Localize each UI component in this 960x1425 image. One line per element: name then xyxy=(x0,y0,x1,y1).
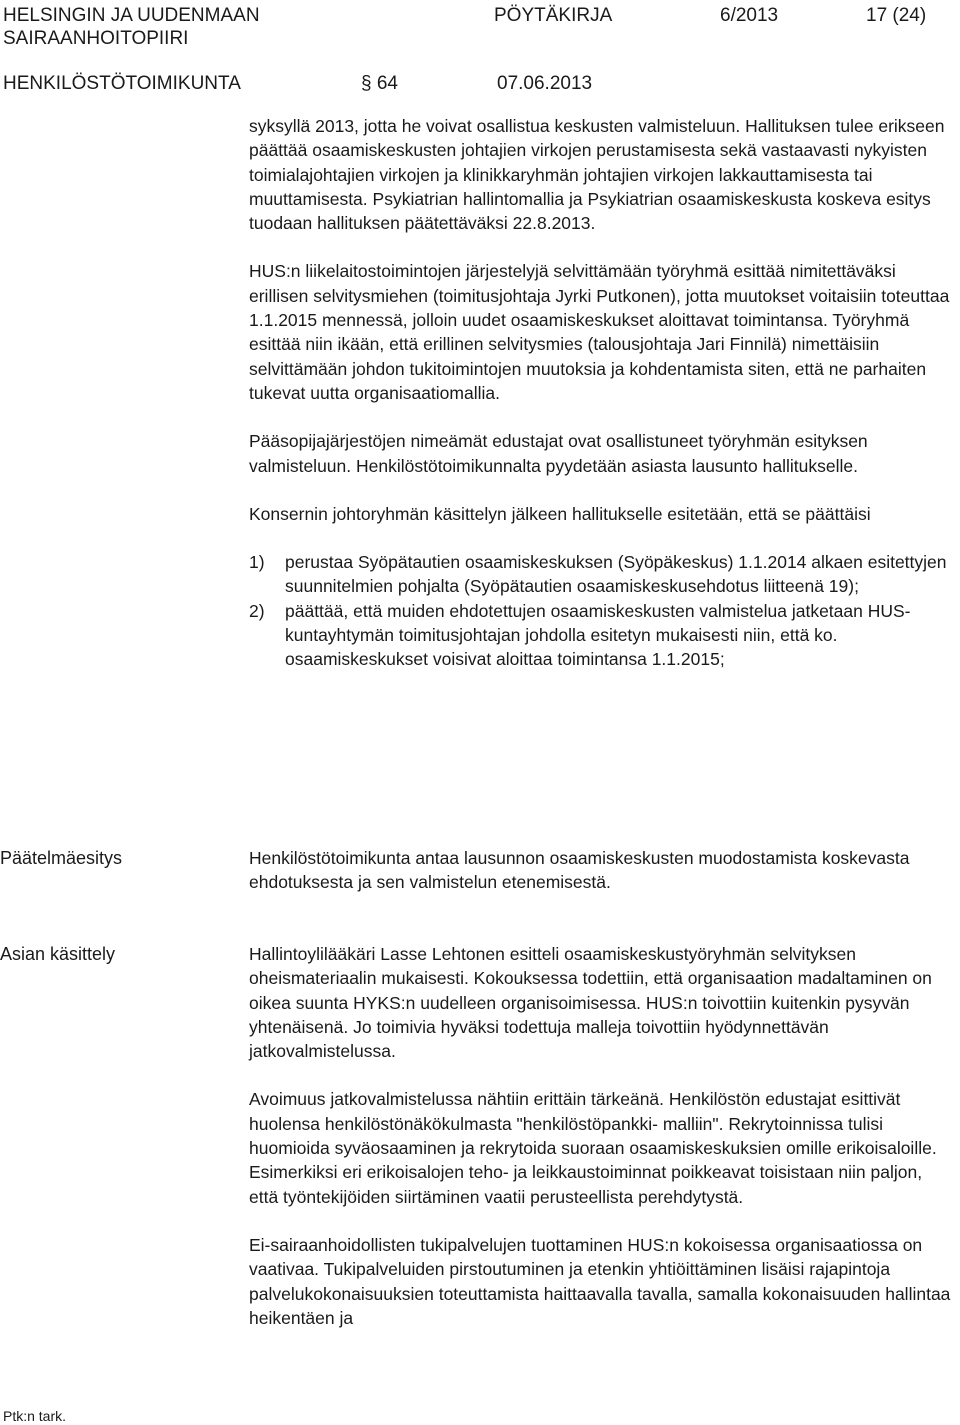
organization-name-line1: HELSINGIN JA UUDENMAAN xyxy=(3,5,260,26)
conclusion-text: Henkilöstötoimikunta antaa lausunnon osaamiskeskusten muodostamista koskevasta ehdotuksesta ja sen valmistelun etenemisestä. xyxy=(249,848,910,893)
committee-name: HENKILÖSTÖTOIMIKUNTA xyxy=(3,73,241,94)
body-paragraph: HUS:n liikelaitostoimintojen järjestelyjä selvittämään työryhmä esittää nimitettäväksi erillisen selvitysmiehen (toimitusjohtaja Jyrki Putkonen), jotta muutokset voitaisiin toteuttaa 1.1.2015 mennessä, jolloin uudet osaamiskeskukset aloittavat toimintansa. Työryhmä esittää niin ikään, että erillinen selvitysmies (talousjohtaja Jari Finnilä) nimettäisiin selvittämään johdon tukitoimintojen muutoksia ja kohdentamista siten, että ne parhaiten tukevat uutta organisaatiomallia. xyxy=(249,261,950,403)
list-item xyxy=(249,599,955,672)
document-type: PÖYTÄKIRJA xyxy=(494,5,613,26)
document-number: 6/2013 xyxy=(720,5,779,26)
section-number: 64 xyxy=(376,73,398,94)
handling-section xyxy=(249,942,955,1330)
body-paragraph: Pääsopijajärjestöjen nimeämät edustajat ovat osallistuneet työryhmän esityksen valmisteluun. Henkilöstötoimikunnalta pyydetään asiasta lausunto hallitukselle. xyxy=(249,431,868,476)
list-item-text: päättää, että muiden ehdotettujen osaamiskeskusten valmistelua jatketaan HUS-kuntayhtymän toimitusjohtajan johdolla esitetyn mukaisesti niin, että ko. osaamiskeskukset voisivat aloittaa toimintansa 1.1.2015; xyxy=(285,600,911,670)
footer-note: Ptk:n tark. xyxy=(3,1408,67,1424)
main-body xyxy=(249,114,955,672)
document-header xyxy=(0,0,960,100)
handling-paragraph: Avoimuus jatkovalmistelussa nähtiin erittäin tärkeänä. Henkilöstön edustajat esittivät huolensa henkilöstönäkökulmasta "henkilöstöpankki- malliin". Rekrytoinnissa tulisi huomioida syväosaaminen ja rekrytoida suoraan osaamiskeskuksien omille erikoisaloille. Esimerkiksi eri erikoisalojen teho- ja leikkaustoiminnat poikkeavat toisistaan niin paljon, että työntekijöiden siirtäminen vaatii perusteellista perehdytystä. xyxy=(249,1089,937,1207)
list-item-number: 2) xyxy=(249,600,265,621)
section-sign: § xyxy=(361,73,372,94)
page-number: 17 (24) xyxy=(866,5,927,26)
body-paragraph: syksyllä 2013, jotta he voivat osallistua keskusten valmisteluun. Hallituksen tulee erikseen päättää osaamiskeskusten johtajien virkojen perustamisesta sekä vastaavasti nykyisten toimialajohtajien virkojen ja klinikkaryhmän johtajien virkojen lakkauttamisesta tai muuttamisesta. Psykiatrian hallintomallia ja Psykiatrian osaamiskeskusta koskeva esitys tuodaan hallituksen päätettäväksi 22.8.2013. xyxy=(249,116,945,234)
meeting-date: 07.06.2013 xyxy=(497,73,593,94)
list-item-number: 1) xyxy=(249,552,265,573)
handling-label: Asian käsittely xyxy=(0,944,116,964)
conclusion-label: Päätelmäesitys xyxy=(0,848,123,868)
handling-paragraph: Hallintoylilääkäri Lasse Lehtonen esitteli osaamiskeskustyöryhmän selvityksen oheismateriaalin mukaisesti. Kokouksessa todettiin, että organisaation madaltaminen on oikea suunta HYKS:n uudelleen organisoimisessa. HUS:n toivottiin kuitenkin pysyvän yhtenäisenä. Jo toimivia hyväksi todettuja malleja toivottiin hyödynnettävän jatkovalmistelussa. xyxy=(249,944,932,1062)
conclusion-section xyxy=(249,846,955,895)
list-item-text: perustaa Syöpätautien osaamiskeskuksen (Syöpäkeskus) 1.1.2014 alkaen esitettyjen suunnitelmien pohjalta (Syöpätautien osaamiskeskusehdotus liitteenä 19); xyxy=(285,552,947,597)
organization-name-line2: SAIRAANHOITOPIIRI xyxy=(3,28,189,49)
list-item xyxy=(249,550,955,599)
section-marker xyxy=(361,72,398,96)
body-paragraph: Konsernin johtoryhmän käsittelyn jälkeen hallitukselle esitetään, että se päättäisi xyxy=(249,503,871,524)
handling-paragraph: Ei-sairaanhoidollisten tukipalvelujen tuottaminen HUS:n kokoisessa organisaatiossa on vaativaa. Tukipalveluiden pirstoutuminen ja etenkin yhtiöittäminen lisäisi rajapintoja palvelukokonaisuuksien toteuttamista haittaavalla tavalla, samalla kokonaisuuden hallintaa heikentäen ja xyxy=(249,1234,951,1328)
decision-list xyxy=(249,550,955,671)
